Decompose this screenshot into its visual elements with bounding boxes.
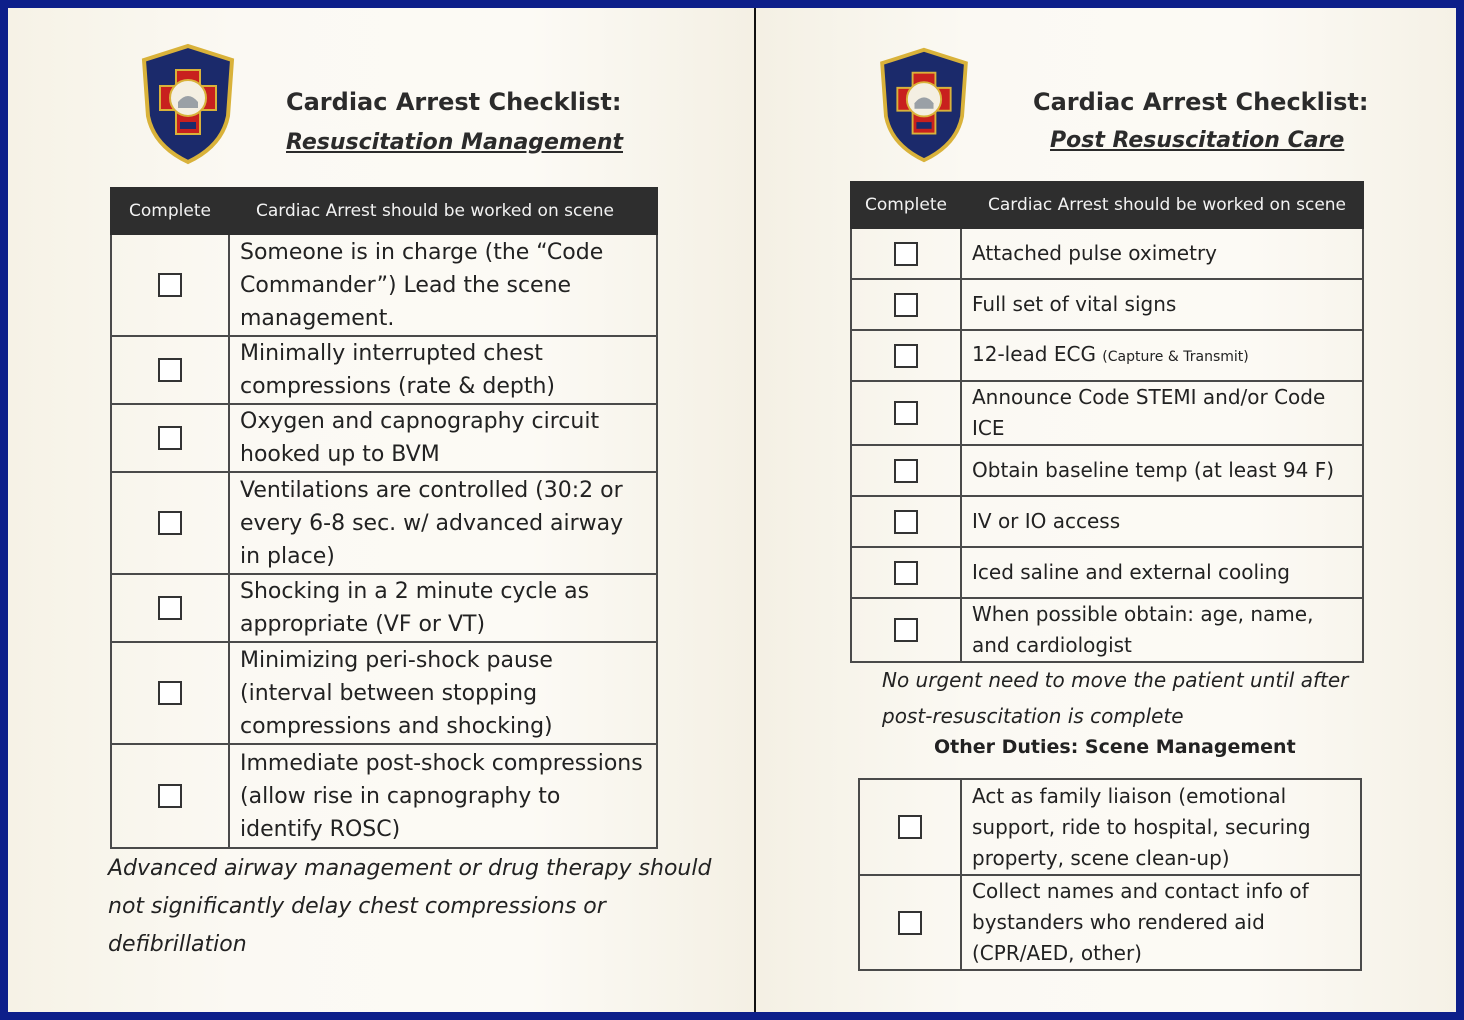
patient-info-checkbox[interactable] bbox=[894, 618, 918, 642]
table-row bbox=[851, 598, 1363, 662]
advanced-airway-note: Advanced airway management or drug therapy should not significantly delay chest compressions or defibrillation bbox=[108, 856, 712, 957]
checklist-subtitle: Post Resuscitation Care bbox=[1050, 128, 1345, 153]
checkbox-cell bbox=[111, 234, 229, 336]
checkbox-cell bbox=[851, 598, 961, 662]
table-row bbox=[111, 336, 657, 404]
checkbox-cell bbox=[851, 330, 961, 381]
task-text: Minimally interrupted chest compressions (rate & depth) bbox=[229, 336, 657, 404]
task-text: When possible obtain: age, name, and cardiologist bbox=[961, 598, 1363, 662]
table-row bbox=[851, 228, 1363, 279]
family-liaison-checkbox[interactable] bbox=[898, 815, 922, 839]
checkbox-cell bbox=[111, 744, 229, 848]
task-text: Someone is in charge (the “Code Commander”) Lead the scene management. bbox=[229, 234, 657, 336]
ventilations-checkbox[interactable] bbox=[158, 511, 182, 535]
task-text: Shocking in a 2 minute cycle as appropriate (VF or VT) bbox=[229, 574, 657, 642]
table-row bbox=[111, 642, 657, 744]
checkbox-cell bbox=[111, 404, 229, 472]
table-header-row bbox=[851, 182, 1363, 228]
no-urgent-move-note: No urgent need to move the patient until after post-resuscitation is complete bbox=[882, 668, 1349, 728]
shocking-cycle-checkbox[interactable] bbox=[158, 596, 182, 620]
peri-shock-pause-checkbox[interactable] bbox=[158, 681, 182, 705]
ecg-checkbox[interactable] bbox=[894, 344, 918, 368]
checkbox-cell bbox=[851, 279, 961, 330]
task-text: Announce Code STEMI and/or Code ICE bbox=[961, 381, 1363, 445]
table-row bbox=[111, 404, 657, 472]
task-text: Iced saline and external cooling bbox=[961, 547, 1363, 598]
checkbox-cell bbox=[851, 445, 961, 496]
task-text: Act as family liaison (emotional support, ride to hospital, securing property, scene clean-up) bbox=[961, 779, 1361, 875]
table-row bbox=[851, 547, 1363, 598]
checklist-title: Cardiac Arrest Checklist: bbox=[286, 88, 622, 116]
checkbox-cell bbox=[859, 779, 961, 875]
task-text: IV or IO access bbox=[961, 496, 1363, 547]
task-text: Oxygen and capnography circuit hooked up to BVM bbox=[229, 404, 657, 472]
checkbox-cell bbox=[111, 472, 229, 574]
chest-compressions-checkbox[interactable] bbox=[158, 358, 182, 382]
ecg-label: 12-lead ECG bbox=[972, 341, 1103, 366]
fire-rescue-badge-icon bbox=[874, 46, 974, 164]
post-shock-compressions-checkbox[interactable] bbox=[158, 784, 182, 808]
ecg-capture-note: (Capture & Transmit) bbox=[1102, 348, 1249, 365]
iced-saline-checkbox[interactable] bbox=[894, 561, 918, 585]
table-row bbox=[851, 445, 1363, 496]
pulse-oximetry-checkbox[interactable] bbox=[894, 242, 918, 266]
post-resuscitation-checklist-table bbox=[850, 181, 1364, 663]
task-column-header: Cardiac Arrest should be worked on scene bbox=[229, 188, 657, 234]
checklist-subtitle: Resuscitation Management bbox=[286, 130, 623, 155]
table-row bbox=[859, 779, 1361, 875]
oxygen-capnography-checkbox[interactable] bbox=[158, 426, 182, 450]
fire-rescue-badge-icon bbox=[136, 42, 240, 166]
post-resuscitation-care-card bbox=[756, 8, 1456, 1012]
table-row bbox=[851, 381, 1363, 445]
table-row bbox=[111, 574, 657, 642]
table-row bbox=[851, 279, 1363, 330]
task-text: Immediate post-shock compressions (allow rise in capnography to identify ROSC) bbox=[229, 744, 657, 848]
task-text bbox=[961, 330, 1363, 381]
table-row bbox=[111, 472, 657, 574]
checkbox-cell bbox=[851, 547, 961, 598]
vital-signs-checkbox[interactable] bbox=[894, 293, 918, 317]
task-text: Ventilations are controlled (30:2 or every 6-8 sec. w/ advanced airway in place) bbox=[229, 472, 657, 574]
resuscitation-management-card bbox=[8, 8, 754, 1012]
checkbox-cell bbox=[859, 875, 961, 970]
task-column-header: Cardiac Arrest should be worked on scene bbox=[961, 182, 1363, 228]
table-row bbox=[851, 330, 1363, 381]
task-text: Full set of vital signs bbox=[961, 279, 1363, 330]
table-row bbox=[111, 744, 657, 848]
table-row bbox=[859, 875, 1361, 970]
checkbox-cell bbox=[851, 381, 961, 445]
other-duties-heading: Other Duties: Scene Management bbox=[934, 736, 1296, 758]
checkbox-cell bbox=[111, 336, 229, 404]
task-text: Attached pulse oximetry bbox=[961, 228, 1363, 279]
task-text: Collect names and contact info of bystanders who rendered aid (CPR/AED, other) bbox=[961, 875, 1361, 970]
complete-column-header: Complete bbox=[111, 188, 229, 234]
image-frame bbox=[8, 8, 1456, 1012]
checkbox-cell bbox=[851, 496, 961, 547]
bystander-info-checkbox[interactable] bbox=[898, 911, 922, 935]
iv-io-access-checkbox[interactable] bbox=[894, 510, 918, 534]
complete-column-header: Complete bbox=[851, 182, 961, 228]
baseline-temp-checkbox[interactable] bbox=[894, 459, 918, 483]
checkbox-cell bbox=[111, 642, 229, 744]
task-text: Minimizing peri-shock pause (interval between stopping compressions and shocking) bbox=[229, 642, 657, 744]
checkbox-cell bbox=[111, 574, 229, 642]
table-row bbox=[851, 496, 1363, 547]
code-commander-checkbox[interactable] bbox=[158, 273, 182, 297]
task-text: Obtain baseline temp (at least 94 F) bbox=[961, 445, 1363, 496]
table-header-row bbox=[111, 188, 657, 234]
checkbox-cell bbox=[851, 228, 961, 279]
code-stemi-checkbox[interactable] bbox=[894, 401, 918, 425]
checklist-title: Cardiac Arrest Checklist: bbox=[1033, 88, 1369, 116]
table-row bbox=[111, 234, 657, 336]
resuscitation-checklist-table bbox=[110, 187, 658, 849]
other-duties-table bbox=[858, 778, 1362, 971]
